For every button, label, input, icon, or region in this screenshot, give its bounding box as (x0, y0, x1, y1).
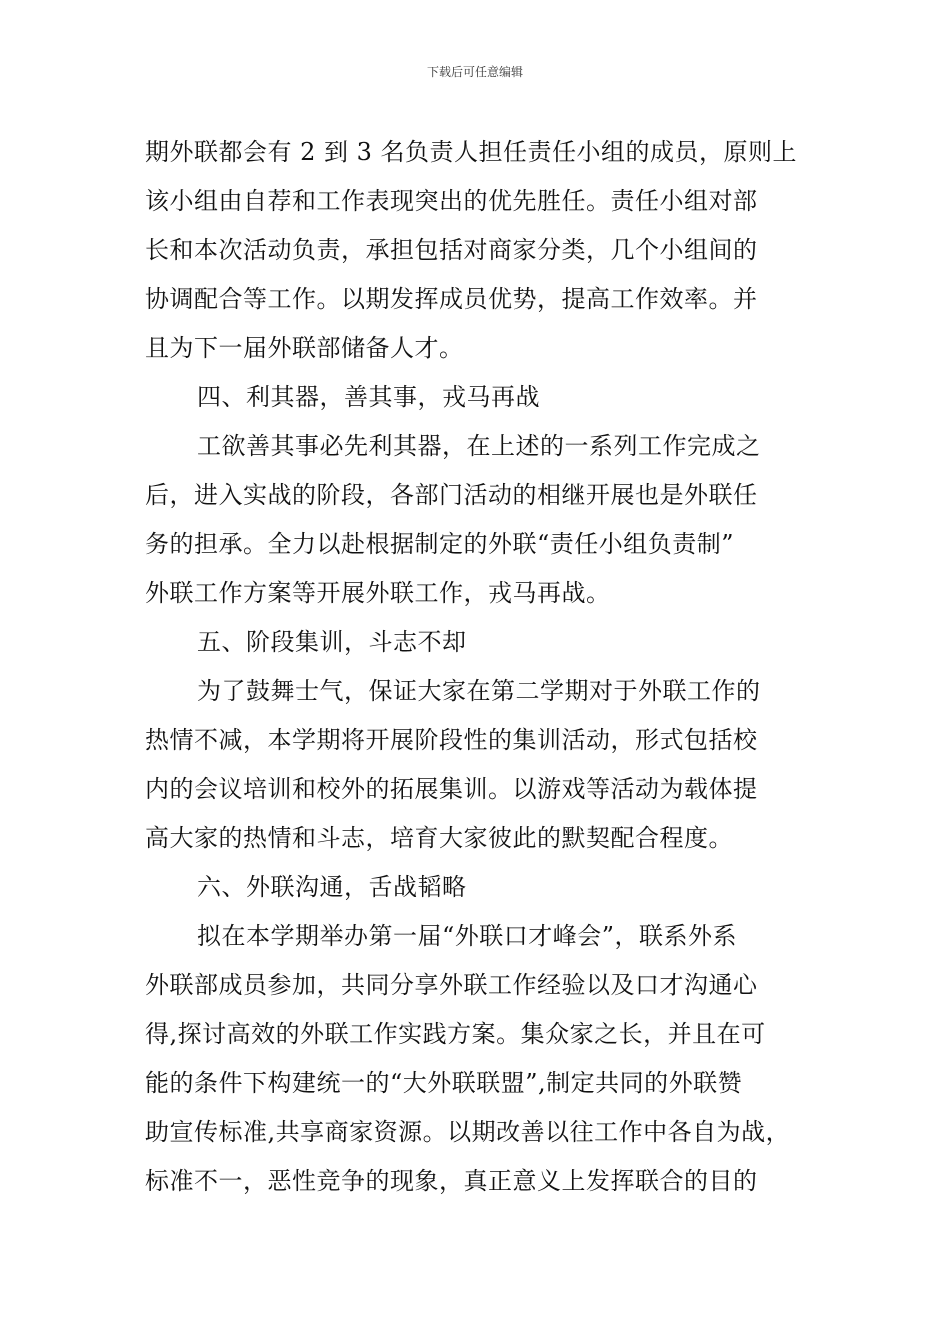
paragraph-line: 内的会议培训和校外的拓展集训。以游戏等活动为载体提 (145, 775, 758, 803)
section-heading: 六、外联沟通，舌战韬略 (197, 873, 467, 901)
paragraph-line: 期外联都会有 2 到 3 名负责人担任责任小组的成员，原则上 (145, 138, 798, 166)
paragraph-line: 标准不一，恶性竞争的现象，真正意义上发挥联合的目的 (145, 1167, 758, 1195)
paragraph-line: 工欲善其事必先利其器，在上述的一系列工作完成之 (197, 432, 761, 460)
paragraph-line: 长和本次活动负责，承担包括对商家分类，几个小组间的 (145, 236, 758, 264)
paragraph-line: 能的条件下构建统一的“大外联联盟”,制定共同的外联赞 (145, 1069, 743, 1097)
page-header-note: 下载后可任意编辑 (426, 65, 523, 79)
document-body (145, 128, 815, 1206)
paragraph-line: 外联部成员参加，共同分享外联工作经验以及口才沟通心 (145, 971, 758, 999)
section-heading: 五、阶段集训，斗志不却 (197, 628, 467, 656)
paragraph-line: 后，进入实战的阶段，各部门活动的相继开展也是外联任 (145, 481, 758, 509)
paragraph-line: 得,探讨高效的外联工作实践方案。集众家之长，并且在可 (145, 1020, 766, 1048)
paragraph-line: 务的担承。全力以赴根据制定的外联“责任小组负责制” (145, 530, 735, 558)
paragraph-line: 高大家的热情和斗志，培育大家彼此的默契配合程度。 (145, 824, 733, 852)
paragraph-line: 热情不减，本学期将开展阶段性的集训活动，形式包括校 (145, 726, 758, 754)
paragraph-line: 协调配合等工作。以期发挥成员优势，提高工作效率。并 (145, 285, 758, 313)
paragraph-line: 且为下一届外联部储备人才。 (145, 334, 464, 362)
paragraph-line: 助宣传标准,共享商家资源。以期改善以往工作中各自为战， (145, 1118, 791, 1146)
paragraph-line: 该小组由自荐和工作表现突出的优先胜任。责任小组对部 (145, 187, 758, 215)
paragraph-line: 拟在本学期举办第一届“外联口才峰会”，联系外系 (197, 922, 738, 950)
section-heading: 四、利其器，善其事，戎马再战 (197, 383, 540, 411)
paragraph-line: 外联工作方案等开展外联工作，戎马再战。 (145, 579, 611, 607)
paragraph-line: 为了鼓舞士气，保证大家在第二学期对于外联工作的 (197, 677, 761, 705)
